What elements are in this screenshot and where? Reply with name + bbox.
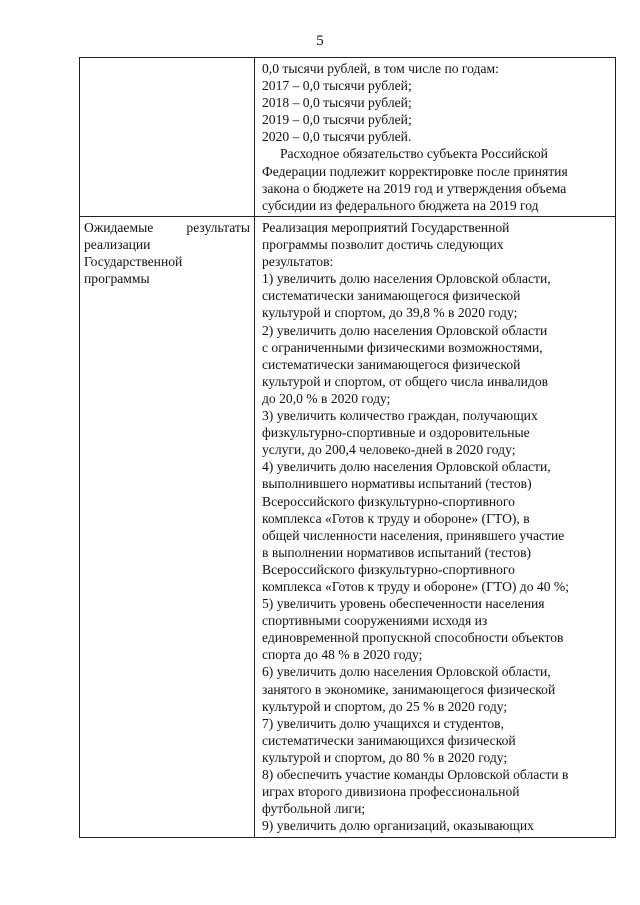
results-line: программы позволит достичь следующих — [262, 237, 504, 253]
financing-line: 0,0 тысячи рублей, в том числе по годам: — [262, 61, 499, 76]
results-line: Реализация мероприятий Государственной — [262, 220, 510, 235]
results-line: 5) увеличить уровень обеспеченности населения — [262, 596, 545, 612]
results-line: систематически занимающегося физической — [262, 356, 521, 372]
financing-line: 2020 – 0,0 тысячи рублей. — [262, 129, 412, 145]
results-line: выполнившего нормативы испытаний (тестов) — [262, 476, 532, 492]
row-heading-word: результаты — [186, 220, 250, 235]
program-passport-table — [79, 57, 616, 838]
row-heading-first-line — [84, 219, 250, 236]
results-line: спорта до 48 % в 2020 году; — [262, 647, 423, 663]
financing-line: 2018 – 0,0 тысячи рублей; — [262, 95, 412, 111]
results-line: 4) увеличить долю населения Орловской области, — [262, 459, 551, 475]
financing-line: закона о бюджете на 2019 год и утверждения объема — [262, 180, 567, 196]
row2-left-cell — [80, 217, 255, 838]
financing-line: Федерации подлежит корректировке после принятия — [262, 163, 568, 179]
results-line: систематически занимающихся физической — [262, 732, 516, 748]
results-line: 1) увеличить долю населения Орловской области, — [262, 271, 551, 287]
results-line: культурой и спортом, до 39,8 % в 2020 году; — [262, 305, 518, 321]
table-row-financing — [80, 58, 616, 217]
results-line: комплекса «Готов к труду и обороне» (ГТО), в — [262, 510, 530, 526]
row1-left-cell — [80, 58, 255, 217]
results-line: играх второго дивизиона профессиональной — [262, 784, 520, 800]
results-line: физкультурно-спортивные и оздоровительные — [262, 425, 530, 441]
results-line: 2) увеличить долю населения Орловской области — [262, 322, 548, 338]
results-line: услуги, до 200,4 человеко-дней в 2020 году; — [262, 442, 516, 458]
results-line: занятого в экономике, занимающегося физической — [262, 681, 556, 697]
results-line: футбольной лиги; — [262, 801, 366, 817]
page-number: 5 — [316, 33, 324, 49]
results-line: 8) обеспечить участие команды Орловской области в — [262, 767, 569, 782]
results-line: единовременной пропускной способности объектов — [262, 630, 564, 646]
row-heading-line: программы — [84, 271, 150, 287]
row-heading-line: реализации — [84, 237, 151, 253]
results-line: культурой и спортом, до 80 % в 2020 году; — [262, 749, 508, 765]
results-line: культурой и спортом, до 25 % в 2020 году; — [262, 698, 508, 714]
results-line: 3) увеличить количество граждан, получающих — [262, 408, 538, 424]
results-line: Всероссийского физкультурно-спортивного — [262, 493, 515, 509]
results-line: систематически занимающегося физической — [262, 288, 521, 304]
results-line: спортивными сооружениями исходя из — [262, 613, 488, 629]
row1-right-cell — [255, 58, 616, 217]
row-heading-line: Государственной — [84, 254, 183, 270]
financing-line: субсидии из федерального бюджета на 2019 год — [262, 197, 539, 213]
results-line: в выполнении нормативов испытаний (тестов) — [262, 544, 532, 560]
results-line: Всероссийского физкультурно-спортивного — [262, 561, 515, 577]
results-line: общей численности населения, принявшего участие — [262, 527, 565, 543]
results-line: культурой и спортом, от общего числа инвалидов — [262, 373, 549, 389]
results-line: результатов: — [262, 254, 334, 270]
results-line: до 20,0 % в 2020 году; — [262, 390, 391, 406]
results-line: 6) увеличить долю населения Орловской области, — [262, 664, 551, 680]
financing-line: 2019 – 0,0 тысячи рублей; — [262, 112, 412, 128]
row-heading-word: Ожидаемые — [84, 220, 154, 235]
row2-right-cell — [255, 217, 616, 838]
results-line: комплекса «Готов к труду и обороне» (ГТО) до 40 %; — [262, 578, 570, 594]
results-line: с ограниченными физическими возможностями, — [262, 339, 543, 355]
financing-line: Расходное обязательство субъекта Российской — [280, 146, 548, 162]
financing-line: 2017 – 0,0 тысячи рублей; — [262, 78, 412, 94]
table-row-expected-results — [80, 217, 616, 838]
results-line: 9) увеличить долю организаций, оказывающих — [262, 818, 534, 834]
results-line: 7) увеличить долю учащихся и студентов, — [262, 715, 504, 731]
